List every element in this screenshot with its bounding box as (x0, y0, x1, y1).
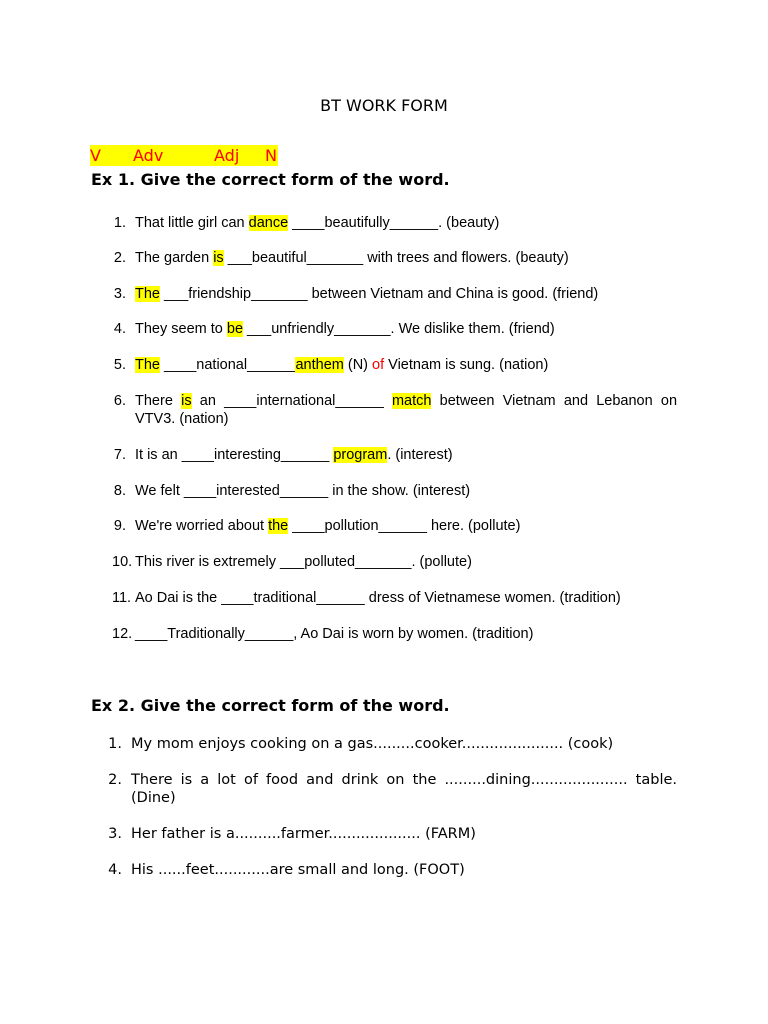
legend-adjective: Adj (214, 146, 240, 165)
exercise-1-heading: Ex 1. Give the correct form of the word. (91, 170, 450, 189)
parts-of-speech-legend (90, 145, 278, 166)
page-title: BT WORK FORM (320, 96, 448, 115)
legend-verb: V (90, 146, 101, 165)
legend-adverb: Adv (133, 146, 164, 165)
exercise-2-heading: Ex 2. Give the correct form of the word. (91, 696, 450, 715)
legend-noun: N (265, 146, 277, 165)
